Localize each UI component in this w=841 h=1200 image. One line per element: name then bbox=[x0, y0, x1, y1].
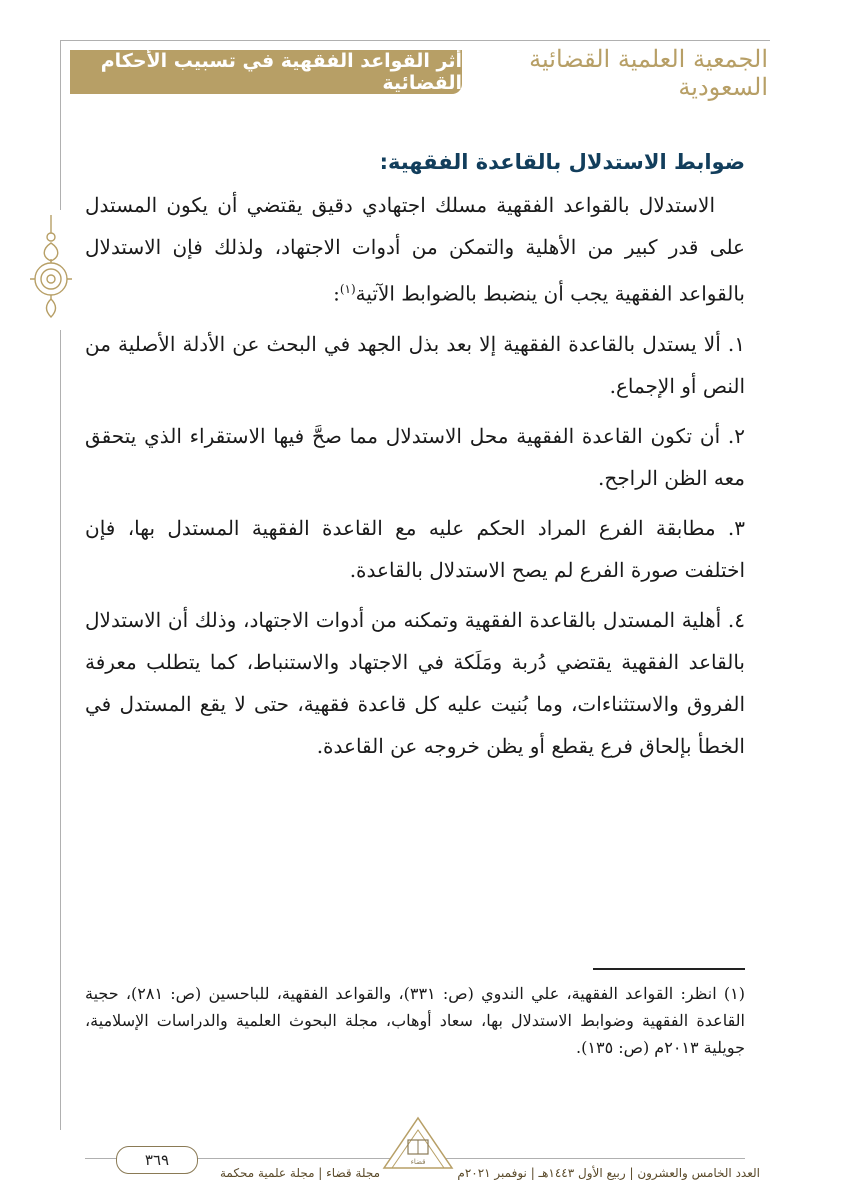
journal-emblem-icon bbox=[378, 1114, 458, 1170]
association-logo bbox=[478, 44, 768, 102]
footnote-ref[interactable]: (١) bbox=[339, 282, 356, 296]
main-content bbox=[85, 150, 745, 775]
intro-paragraph bbox=[85, 184, 745, 315]
issue-info: العدد الخامس والعشرون | ربيع الأول ١٤٤٣هـ | نوفمبر ٢٠٢١م bbox=[457, 1166, 760, 1180]
list-item: ٣. مطابقة الفرع المراد الحكم عليه مع القاعدة الفقهية المستدل بها، فإن اختلفت صورة الفرع لم يصح الاستدلال بالقاعدة. bbox=[85, 515, 745, 582]
section-heading: ضوابط الاستدلال بالقاعدة الفقهية: bbox=[379, 150, 745, 174]
footnote: (١) انظر: القواعد الفقهية، علي الندوي (ص: ٣٣١)، والقواعد الفقهية، للباحسين (ص: ٢٨١)، حجية القاعدة الفقهية وضوابط الاستدلال بها، سعاد أوهاب، مجلة البحوث العلمية والدراسات الإسلامية، جويلية ٢٠١٣م (ص: ١٣٥). bbox=[85, 984, 746, 1057]
section-title: أثر القواعد الفقهية في تسبيب الأحكام القضائية bbox=[100, 50, 462, 94]
section-title-banner bbox=[70, 50, 462, 94]
floral-ornament-icon bbox=[28, 213, 74, 319]
footnote-divider bbox=[593, 968, 745, 970]
journal-name: مجلة قضاء | مجلة علمية محكمة bbox=[219, 1166, 380, 1180]
emblem-text: قضاء bbox=[410, 1158, 426, 1166]
list-item: ١. ألا يستدل بالقاعدة الفقهية إلا بعد بذل الجهد في البحث عن الأدلة الأصلية من النص أو الإجماع. bbox=[85, 331, 745, 398]
list-item: ٢. أن تكون القاعدة الفقهية محل الاستدلال مما صحَّ فيها الاستقراء الذي يتحقق معه الظن الراجح. bbox=[85, 423, 745, 490]
logo-text: الجمعية العلمية القضائية السعودية bbox=[529, 45, 768, 101]
intro-end: : bbox=[333, 281, 340, 306]
frame-left-line bbox=[60, 40, 61, 210]
page-number: ٣٦٩ bbox=[116, 1146, 198, 1174]
intro-text: الاستدلال بالقواعد الفقهية مسلك اجتهادي دقيق يقتضي أن يكون المستدل على قدر كبير من الأهلية والتمكن من أدوات الاجتهاد، ولذلك فإن الاستدلال بالقواعد الفقهية يجب أن ينضبط بالضوابط الآتية bbox=[85, 193, 745, 306]
frame-left-line-lower bbox=[60, 330, 61, 1130]
frame-top-line bbox=[60, 40, 770, 41]
list-item: ٤. أهلية المستدل بالقاعدة الفقهية وتمكنه من أدوات الاجتهاد، وذلك أن الاستدلال بالقاعد الفقهية يقتضي دُربة ومَلَكة في الاجتهاد والاستنباط، كما يتطلب معرفة الفروق والاستثناءات، وما بُنيت عليه كل قاعدة فقهية، حتى لا يقع المستدل في الخطأ بإلحاق فرع يقطع أو يظن خروجه عن القاعدة. bbox=[85, 607, 745, 758]
